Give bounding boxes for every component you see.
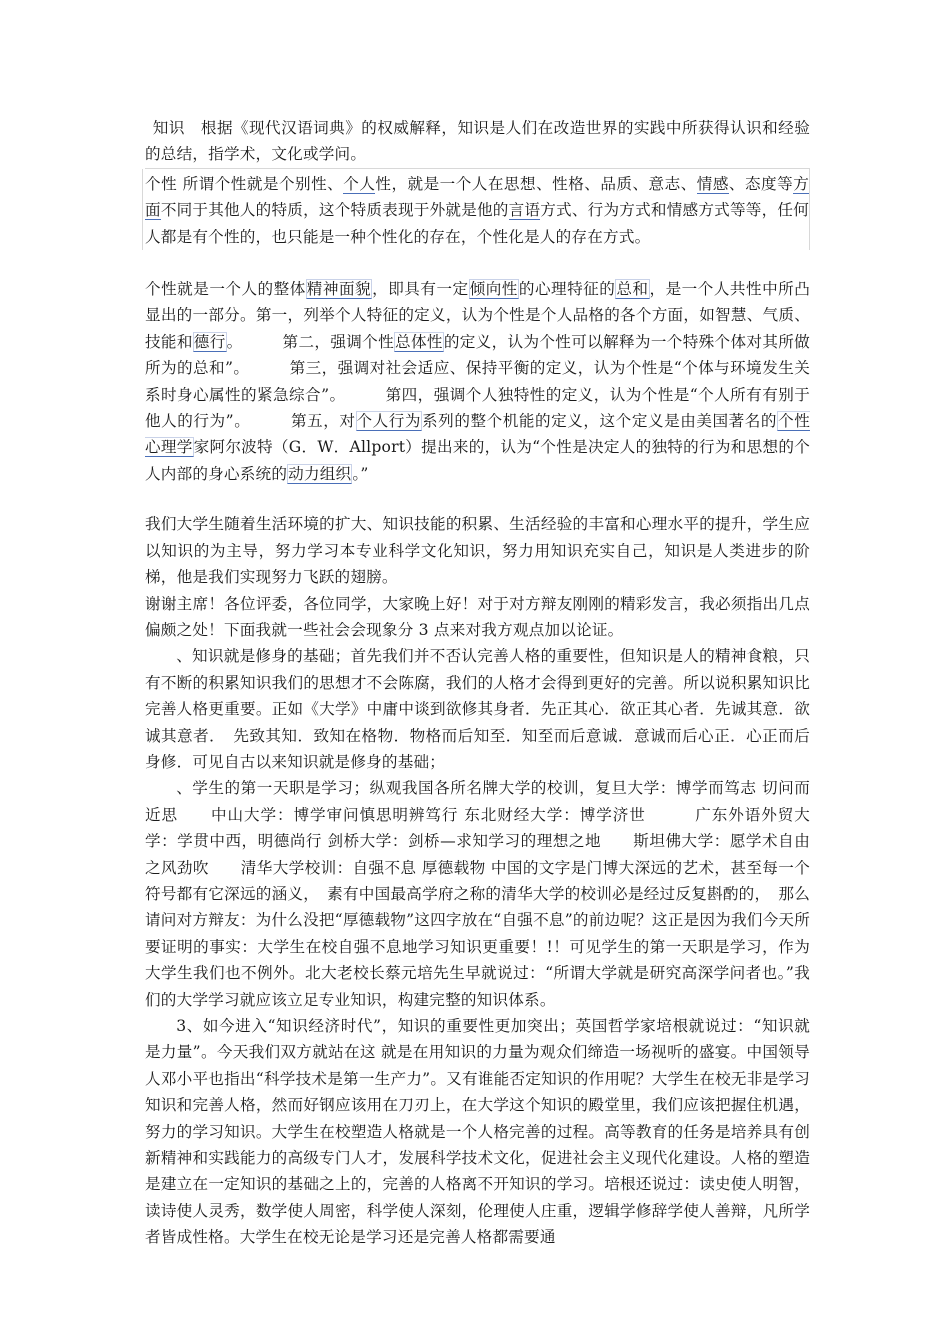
personality-definition-box	[145, 168, 810, 250]
hyperlink-geren[interactable]: 个人	[343, 174, 376, 193]
paragraph-argument-1: 、知识就是修身的基础；首先我们并不否认完善人格的重要性，但知识是人的精神食粮，只有不断的积累知识我们的思想才不会陈腐，我们的人格才会得到更好的完善。所以说积累知识比完善人格更重要。正如《大学》中庸中谈到欲修其身者．先正其心．欲正其心者．先诚其意．欲诚其意者． 先致其知．致知在格物．物格而后知至．知至而后意诚．意诚而后心正．心正而后身修．可见自古以来知识就是修身的基础；	[145, 647, 810, 771]
text-run: 方式、行为方式和情感方式等等，任何人都是有个性的，也只能是一种个性化的存在，个性化是人的存在方式。	[145, 201, 809, 246]
paragraph-debate-opening: 谢谢主席！各位评委，各位同学，大家晚上好！对于对方辩友刚刚的精彩发言，我必须指出几点偏颇之处！下面我就一些社会会现象分 3 点来对我方观点加以论证。	[145, 594, 810, 639]
paragraph-personality-definition	[145, 171, 809, 250]
text-run: ，是一个人共性中所凸显出的一部分。第一，列举个人特征的定义，认为个性是个人品格的各个方面，如智慧、气质、技能和	[145, 280, 811, 351]
text-run: 。 第二，强调个性	[226, 332, 395, 351]
spacer	[145, 487, 810, 511]
hyperlink-qinggan[interactable]: 情感	[696, 174, 729, 193]
hyperlink-gexingxinlixue[interactable]: 个性心理学	[145, 412, 810, 457]
text-run: 的定义，认为个性可以解释为一个特殊个体对其所做所为的总和”。 第三，强调对社会适应、保持平衡的定义，认为个性是“个体与环境发生关系时身心属性的紧急综合”。 第四，强调个人独特性的定义，认为个性是“个人所有有别于他人的行为”。 第五，对	[145, 332, 810, 431]
document-page	[145, 115, 810, 1251]
text-run: 不同于其他人的特质，这个特质表现于外就是他的	[160, 201, 509, 220]
spacer	[145, 250, 810, 276]
text-run: 家阿尔波特（G．W．Allport）提出来的，认为“个性是决定人的独特的行为和思想的个人内部的身心系统的	[145, 438, 810, 483]
paragraph-argument-2: 、学生的第一天职是学习；纵观我国各所名牌大学的校训，复旦大学：博学而笃志 切问而近思 中山大学：博学审问慎思明辨笃行 东北财经大学：博学济世 广东外语外贸大学：学贯中西，明德尚行 剑桥大学：剑桥—求知学习的理想之地 斯坦佛大学：愿学术自由之风劲吹 清华大学校训：自强不息 厚德载物 中国的文字是门博大深远的艺术，甚至每一个符号都有它深远的涵义， 素有中国最高学府之称的清华大学的校训必是经过反复斟酌的， 那么请问对方辩友：为什么没把“厚德载物”这四字放在“自强不息”的前边呢？这正是因为我们今天所要证明的事实：大学生在校自强不息地学习知识更重要！!！可见学生的第一天职是学习，作为大学生我们也不例外。北大老校长蔡元培先生早就说过：“所谓大学就是研究高深学问者也。”我们的大学学习就应该立足专业知识，构建完整的知识体系。	[145, 779, 810, 1009]
hyperlink-zonghe[interactable]: 总和	[616, 280, 649, 299]
text-run: ，即具有一定	[372, 280, 469, 299]
paragraph-argument-3: 3、如今进入“知识经济时代”，知识的重要性更加突出；英国哲学家培根就说过：“知识就是力量”。今天我们双方就站在这 就是在用知识的力量为观众们缔造一场视听的盛宴。中国领导人邓小平也指出“科学技术是第一生产力”。又有谁能否定知识的作用呢？大学生在校无非是学习知识和完善人格，然而好钢应该用在刀刃上，在大学这个知识的殿堂里，我们应该把握住机遇，努力的学习知识。大学生在校塑造人格就是一个人格完善的过程。高等教育的任务是培养具有创新精神和实践能力的高级专门人才，发展科学技术文化，促进社会主义现代化建设。人格的塑造是建立在一定知识的基础之上的，完善的人格离不开知识的学习。培根还说过：读史使人明智，读诗使人灵秀，数学使人周密，科学使人深刻，伦理使人庄重，逻辑学修辞学使人善辩，凡所学者皆成性格。大学生在校无论是学习还是完善人格都需要通	[145, 1017, 810, 1247]
paragraph-knowledge-definition: 知识 根据《现代汉语词典》的权威解释，知识是人们在改造世界的实践中所获得认识和经验的总结，指学术，文化或学问。	[145, 119, 810, 164]
text-run: 系列的整个机能的定义，这个定义是由美国著名的	[422, 412, 778, 431]
hyperlink-dongli-zuzhi[interactable]: 动力组织	[288, 464, 352, 483]
paragraph-students-knowledge: 我们大学生随着生活环境的扩大、知识技能的积累、生活经验的丰富和心理水平的提升，学生应以知识的为主导，努力学习本专业科学文化知识，努力用知识充实自己，知识是人类进步的阶梯，他是我们实现努力飞跃的翅膀。	[145, 515, 810, 587]
text-run: 的心理特征的	[518, 280, 616, 299]
text-run: 个性 所谓个性就是个别性、	[145, 174, 344, 193]
text-run: 、态度等	[728, 174, 794, 193]
hyperlink-qingxiangxing[interactable]: 倾向性	[469, 280, 518, 299]
hyperlink-zongtixing[interactable]: 总体性	[395, 332, 443, 351]
text-run: 个性就是一个人的整体	[145, 280, 306, 299]
hyperlink-gerenxingwei[interactable]: 个人行为	[356, 412, 422, 431]
text-run: 。”	[352, 464, 369, 483]
hyperlink-fangmian[interactable]: 方面	[145, 174, 809, 220]
paragraph-personality-theories	[145, 276, 810, 487]
hyperlink-dexing[interactable]: 德行	[193, 332, 226, 351]
hyperlink-jingshenmianmao[interactable]: 精神面貌	[306, 280, 372, 299]
hyperlink-yanyu[interactable]: 言语	[508, 201, 541, 220]
text-run: 性，就是一个人在思想、性格、品质、意志、	[375, 174, 697, 193]
